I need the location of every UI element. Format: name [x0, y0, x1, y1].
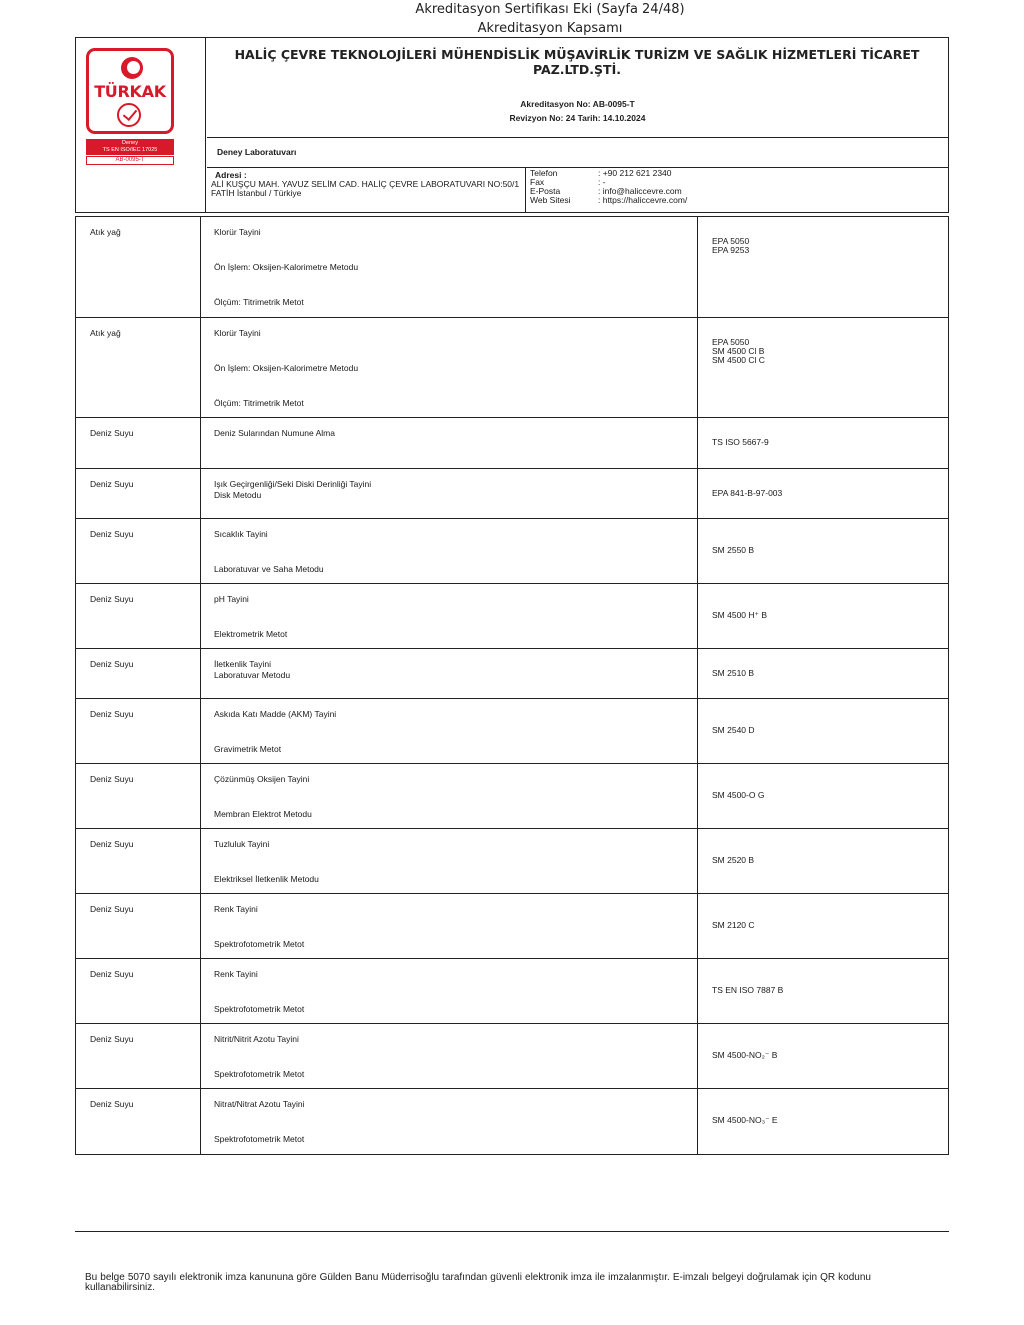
contact-key: E-Posta [530, 186, 561, 196]
test-name: Çözünmüş Oksijen Tayini [214, 774, 310, 784]
test-cell [201, 217, 698, 317]
method-text: Gravimetrik Metot [214, 744, 282, 754]
test-cell [201, 318, 698, 417]
address-line2: FATİH İstanbul / Türkiye [211, 188, 302, 198]
crescent-icon [121, 57, 143, 79]
logo-brand: TÜRKAK [94, 82, 166, 101]
table-row [76, 318, 948, 418]
test-name: Klorür Tayini [214, 328, 261, 338]
standard-cell [698, 829, 948, 893]
table-row [76, 699, 948, 764]
contact-value: : info@haliccevre.com [598, 186, 682, 196]
test-name: Renk Tayini [214, 904, 258, 914]
table-row [76, 1024, 948, 1089]
material-text: Deniz Suyu [90, 529, 134, 539]
test-cell [201, 418, 698, 468]
test-name: Deniz Sularından Numune Alma [214, 428, 335, 438]
material-cell [76, 649, 201, 698]
material-text: Deniz Suyu [90, 904, 134, 914]
company-name-line2: PAZ.LTD.ŞTİ. [533, 62, 621, 77]
material-cell [76, 519, 201, 583]
contact-cell [527, 168, 948, 212]
revision-info: Revizyon No: 24 Tarih: 14.10.2024 [509, 113, 646, 123]
method-text: Elektrometrik Metot [214, 629, 288, 639]
test-cell [201, 894, 698, 958]
table-row [76, 418, 948, 469]
table-row [76, 829, 948, 894]
standard-text: TS EN ISO 7887 B [712, 985, 784, 995]
scope-table [75, 216, 949, 1155]
method-text: Laboratuvar ve Saha Metodu [214, 564, 324, 574]
standard-cell [698, 894, 948, 958]
standard-text: EPA 5050 EPA 9253 [712, 236, 750, 255]
standard-cell [698, 418, 948, 468]
material-cell [76, 1024, 201, 1088]
standard-text: EPA 5050 SM 4500 Cl B SM 4500 Cl C [712, 337, 765, 365]
e-signature-note: Bu belge 5070 sayılı elektronik imza kanununa göre Gülden Banu Müderrisoğlu tarafından güvenli elektronik imza ile imzalanmıştır. E-imzalı belgeyi doğrulamak için QR kodunu kullanabilirsiniz. [85, 1272, 871, 1293]
material-text: Deniz Suyu [90, 659, 134, 669]
table-row [76, 894, 948, 959]
method-text: Elektriksel İletkenlik Metodu [214, 874, 319, 884]
address-line1: ALİ KUŞÇU MAH. YAVUZ SELİM CAD. HALİÇ ÇEVRE LABORATUVARI NO:50/1 [211, 179, 520, 189]
standard-text: TS ISO 5667-9 [712, 437, 769, 447]
method-text: Spektrofotometrik Metot [214, 1004, 305, 1014]
standard-cell [698, 217, 948, 317]
test-name: Renk Tayini [214, 969, 258, 979]
method-text: Ölçüm: Titrimetrik Metot [214, 297, 304, 307]
material-text: Deniz Suyu [90, 594, 134, 604]
logo-band-line1: Deney [122, 140, 138, 146]
standard-cell [698, 1089, 948, 1154]
contact-value: : +90 212 621 2340 [598, 168, 672, 178]
check-icon [117, 103, 141, 127]
table-row [76, 649, 948, 699]
logo-cell [76, 38, 206, 212]
material-cell [76, 894, 201, 958]
material-text: Deniz Suyu [90, 969, 134, 979]
test-name: Nitrat/Nitrat Azotu Tayini [214, 1099, 305, 1109]
company-name [227, 47, 927, 77]
standard-text: SM 4500-NO₃⁻ E [712, 1115, 778, 1125]
material-cell [76, 764, 201, 828]
pretreatment-text: Ön İşlem: Oksijen-Kalorimetre Metodu [214, 363, 359, 373]
standard-text: SM 2120 C [712, 920, 755, 930]
method-text: Spektrofotometrik Metot [214, 939, 305, 949]
logo-band [86, 139, 174, 155]
material-cell [76, 584, 201, 648]
standard-cell [698, 318, 948, 417]
method-text: Ölçüm: Titrimetrik Metot [214, 398, 304, 408]
material-text: Deniz Suyu [90, 479, 134, 489]
table-row [76, 764, 948, 829]
method-text: Spektrofotometrik Metot [214, 1069, 305, 1079]
test-name: İletkenlik Tayini [214, 659, 272, 669]
test-cell [201, 519, 698, 583]
address-cell [207, 168, 526, 212]
material-text: Atık yağ [90, 227, 121, 237]
table-row [76, 959, 948, 1024]
accreditation-number: Akreditasyon No: AB-0095-T [520, 99, 635, 109]
page-title: Akreditasyon Sertifikası Eki (Sayfa 24/48) [415, 2, 685, 17]
lab-type-cell [207, 138, 948, 168]
standard-text: SM 2510 B [712, 668, 755, 678]
test-name: Klorür Tayini [214, 227, 261, 237]
test-cell [201, 959, 698, 1023]
standard-text: SM 4500 H⁺ B [712, 610, 768, 620]
material-text: Deniz Suyu [90, 428, 134, 438]
method-text: Disk Metodu [214, 490, 262, 500]
material-cell [76, 469, 201, 518]
test-name: Işık Geçirgenliği/Seki Diski Derinliği Tayini [214, 479, 372, 489]
test-cell [201, 764, 698, 828]
table-row [76, 217, 948, 318]
material-cell [76, 829, 201, 893]
standard-cell [698, 764, 948, 828]
material-text: Deniz Suyu [90, 709, 134, 719]
table-row [76, 469, 948, 519]
table-row [76, 584, 948, 649]
material-cell [76, 699, 201, 763]
address-label: Adresi : [215, 170, 247, 180]
standard-cell [698, 1024, 948, 1088]
contact-key: Web Sitesi [530, 195, 571, 205]
test-cell [201, 649, 698, 698]
standard-text: SM 4500-NO₂⁻ B [712, 1050, 778, 1060]
test-name: pH Tayini [214, 594, 249, 604]
footer-divider [75, 1231, 949, 1232]
standard-text: SM 2540 D [712, 725, 755, 735]
page-subtitle: Akreditasyon Kapsamı [477, 21, 623, 36]
contact-key: Telefon [530, 168, 558, 178]
material-cell [76, 318, 201, 417]
method-text: Spektrofotometrik Metot [214, 1134, 305, 1144]
lab-type: Deney Laboratuvarı [217, 147, 297, 157]
material-cell [76, 959, 201, 1023]
standard-cell [698, 649, 948, 698]
standard-cell [698, 469, 948, 518]
turkak-logo [86, 48, 174, 134]
material-cell [76, 1089, 201, 1154]
standard-cell [698, 584, 948, 648]
method-text: Membran Elektrot Metodu [214, 809, 312, 819]
test-name: Askıda Katı Madde (AKM) Tayini [214, 709, 337, 719]
test-cell [201, 829, 698, 893]
contact-key: Fax [530, 177, 545, 187]
test-cell [201, 1089, 698, 1154]
table-row [76, 519, 948, 584]
standard-cell [698, 699, 948, 763]
test-cell [201, 699, 698, 763]
material-text: Deniz Suyu [90, 1099, 134, 1109]
material-text: Deniz Suyu [90, 839, 134, 849]
material-cell [76, 217, 201, 317]
contact-value: : https://haliccevre.com/ [598, 195, 688, 205]
company-name-line1: HALİÇ ÇEVRE TEKNOLOJİLERİ MÜHENDİSLİK MÜŞAVİRLİK TURİZM VE SAĞLIK HİZMETLERİ TİCARET [234, 47, 920, 62]
standard-text: SM 4500-O G [712, 790, 765, 800]
test-cell [201, 1024, 698, 1088]
material-text: Atık yağ [90, 328, 121, 338]
test-name: Sıcaklık Tayini [214, 529, 268, 539]
material-cell [76, 418, 201, 468]
material-text: Deniz Suyu [90, 1034, 134, 1044]
standard-text: SM 2550 B [712, 545, 755, 555]
header-block [75, 37, 949, 213]
table-row [76, 1089, 948, 1154]
standard-text: SM 2520 B [712, 855, 755, 865]
test-name: Nitrit/Nitrit Azotu Tayini [214, 1034, 299, 1044]
logo-code: AB-0095-T [86, 156, 174, 165]
test-cell [201, 584, 698, 648]
method-text: Laboratuvar Metodu [214, 670, 291, 680]
contact-value: : - [598, 177, 606, 187]
standard-text: EPA 841-B-97-003 [712, 488, 783, 498]
material-text: Deniz Suyu [90, 774, 134, 784]
logo-band-line2: TS EN ISO/IEC 17025 [102, 147, 158, 153]
standard-cell [698, 519, 948, 583]
test-name: Tuzluluk Tayini [214, 839, 270, 849]
pretreatment-text: Ön İşlem: Oksijen-Kalorimetre Metodu [214, 262, 359, 272]
standard-cell [698, 959, 948, 1023]
company-cell [207, 38, 948, 138]
test-cell [201, 469, 698, 518]
